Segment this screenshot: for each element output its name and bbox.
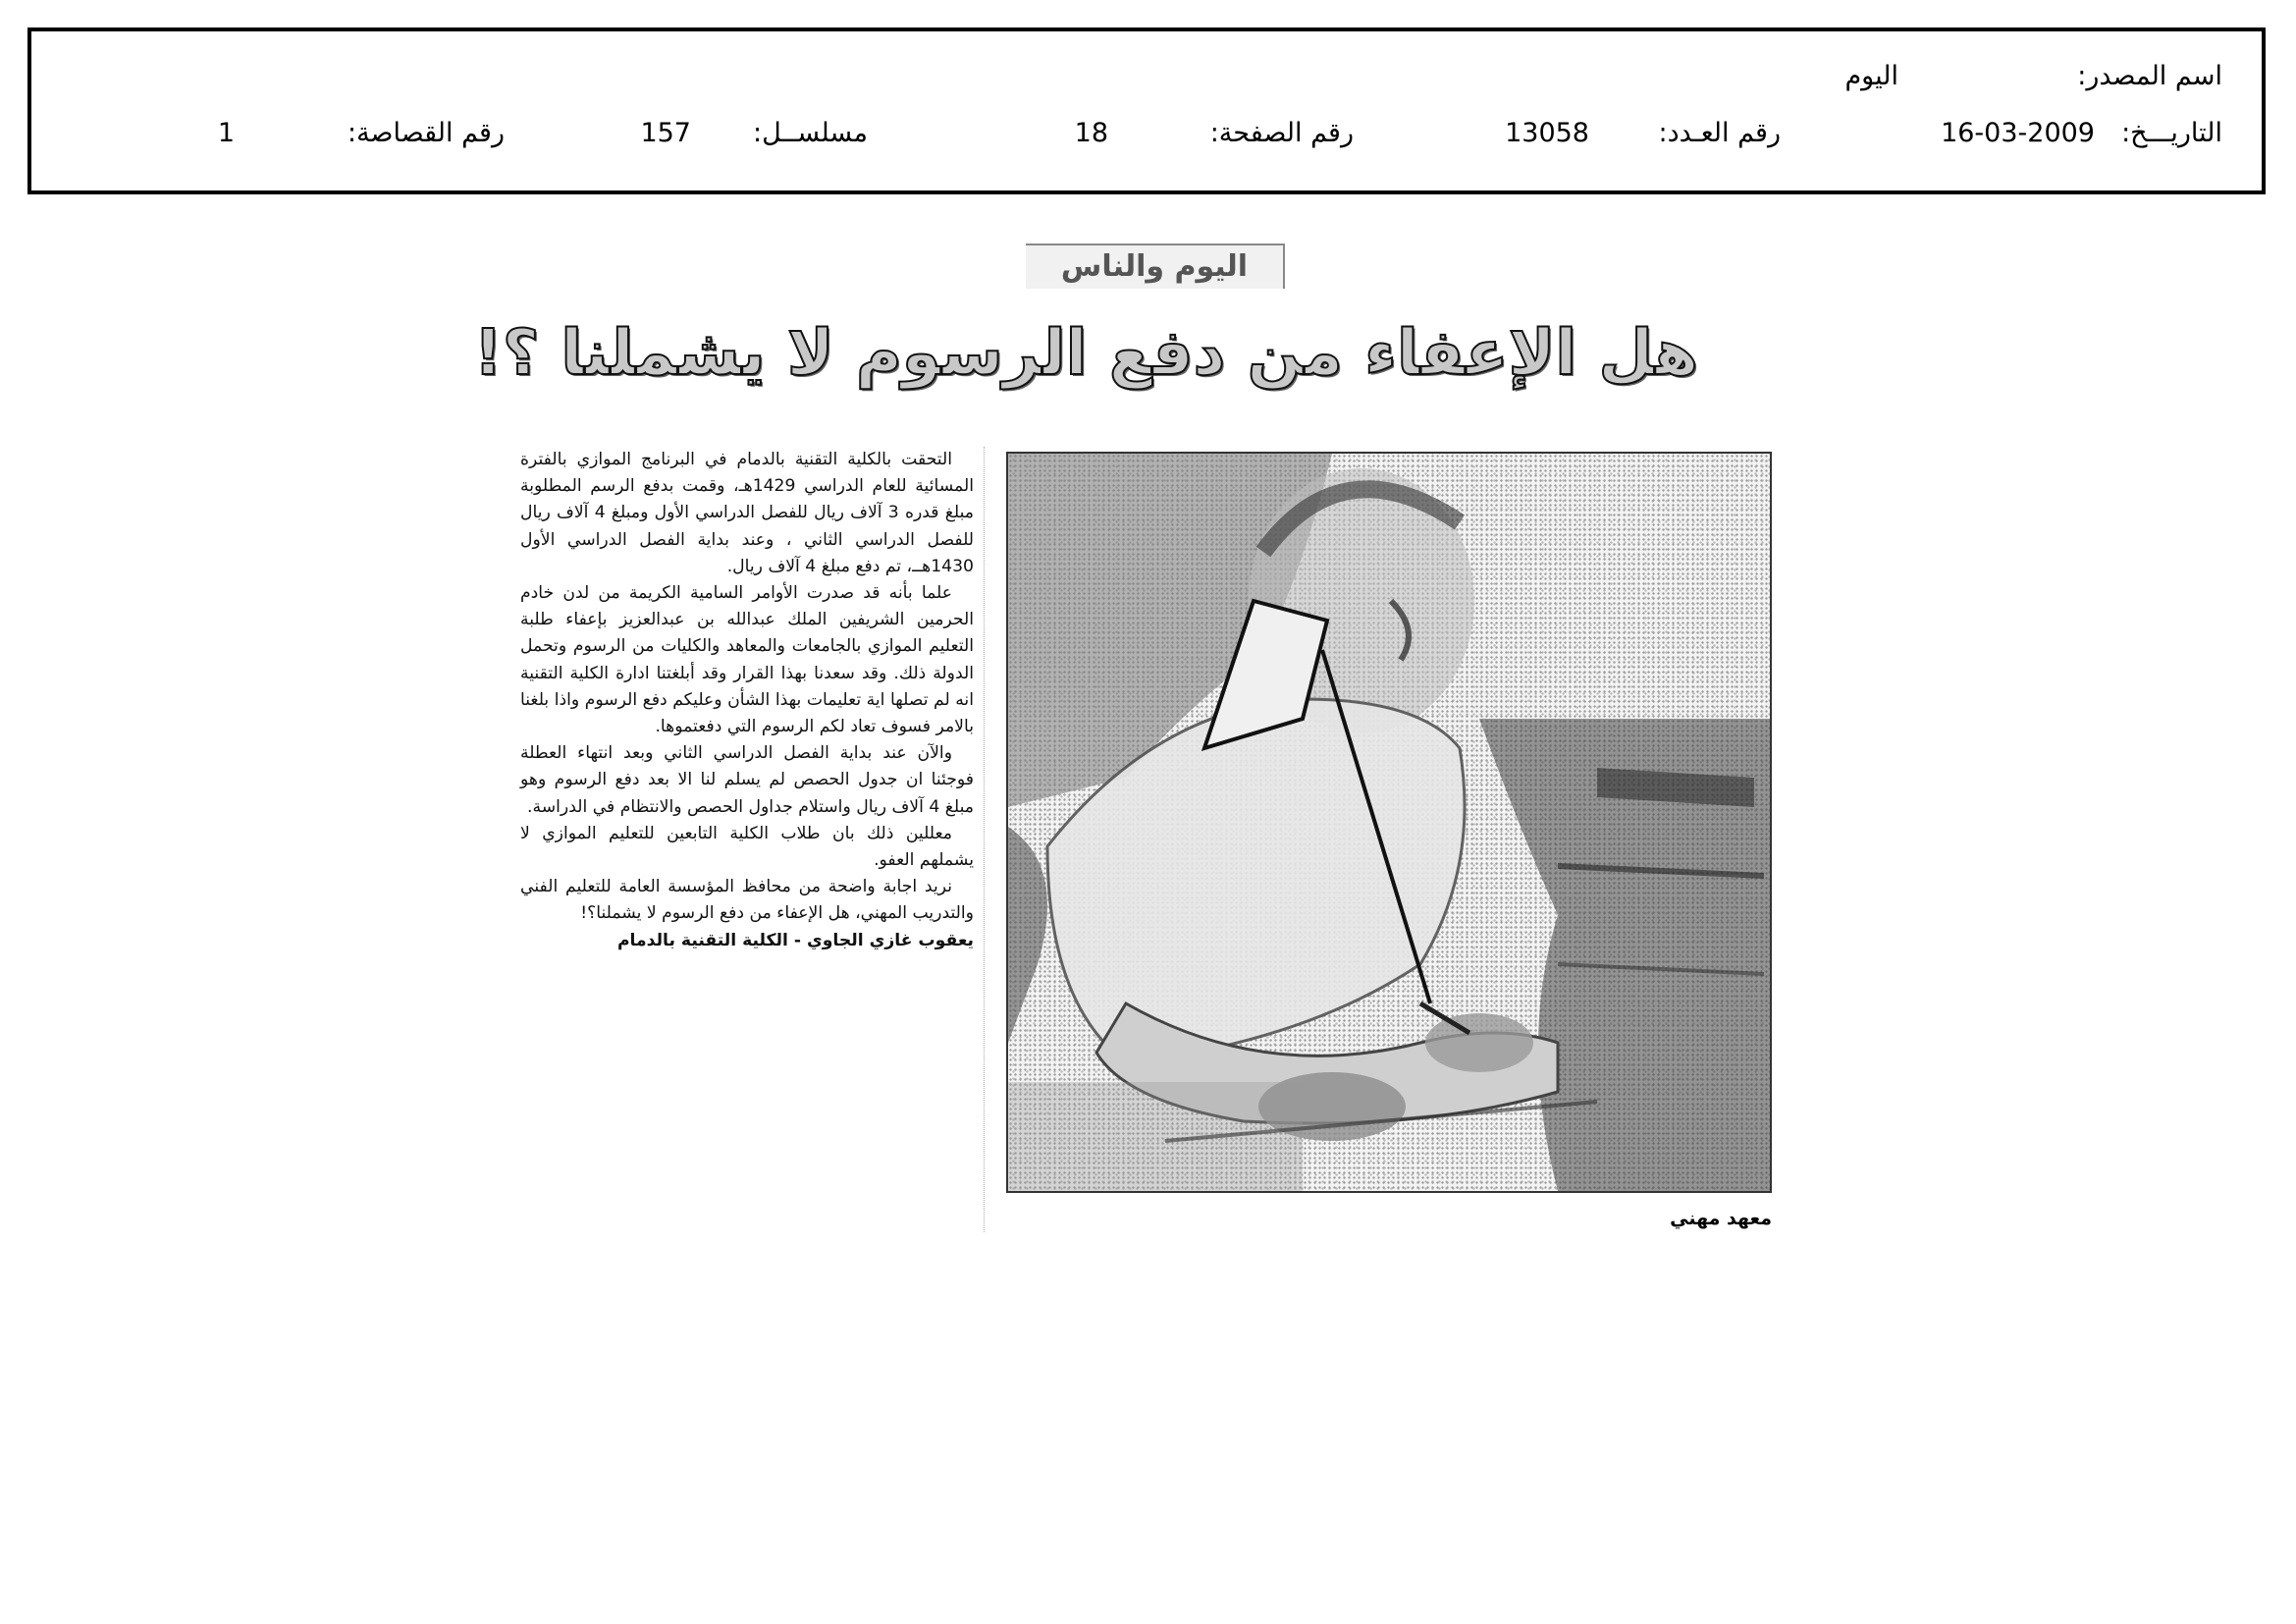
photo-illustration xyxy=(1008,454,1770,1191)
article-paragraph: علما بأنه قد صدرت الأوامر السامية الكريمة من لدن خادم الحرمين الشريفين الملك عبدالله بن عبدالعزيز بإعفاء طلبة التعليم الموازي بالجامعات والمعاهد والكليات من الرسوم وتحمل الدولة ذلك. وقد سعدنا بهذا القرار وقد أبلغتنا ادارة الكلية التقنية انه لم تصلها اية تعليمات بهذا الشأن وعليكم دفع الرسوم واذا بلغنا بالامر فسوف تعاد لكم الرسوم التي دفعتموها. xyxy=(520,583,974,737)
date-label: التاريـــخ: xyxy=(2121,118,2222,148)
clip-number-value: 1 xyxy=(217,118,235,148)
headline: هل الإعفاء من دفع الرسوم لا يشملنا ؟! xyxy=(473,317,1698,390)
source-label: اسم المصدر: xyxy=(2077,61,2222,91)
serial-label: مسلســل: xyxy=(753,118,868,148)
clip-number-label: رقم القصاصة: xyxy=(347,118,505,148)
article-paragraph: معللين ذلك بان طلاب الكلية التابعين للتعليم الموازي لا يشملهم العفو. xyxy=(520,823,974,871)
date-value: 16-03-2009 xyxy=(1941,118,2095,148)
clipping-header-box xyxy=(27,27,2266,194)
article-photo xyxy=(1006,452,1772,1193)
serial-value: 157 xyxy=(640,118,691,148)
column-divider xyxy=(984,447,985,1232)
issue-value: 13058 xyxy=(1505,118,1589,148)
page-number-label: رقم الصفحة: xyxy=(1209,118,1354,148)
page-number-value: 18 xyxy=(1074,118,1108,148)
article-paragraph: التحقت بالكلية التقنية بالدمام في البرنامج الموازي بالفترة المسائية للعام الدراسي 1429هـ، وقمت بدفع الرسم المطلوبة مبلغ قدره 3 آلاف ريال للفصل الدراسي الأول ومبلغ 4 آلاف ريال للفصل الدراسي الثاني ، وعند بداية الفصل الدراسي الأول 1430هــ، تم دفع مبلغ 4 آلاف ريال. xyxy=(520,450,975,576)
source-value: اليوم xyxy=(1844,61,1898,91)
issue-label: رقم العـدد: xyxy=(1658,118,1781,148)
article-signature: يعقوب غازي الجاوي - الكلية التقنية بالدمام xyxy=(616,930,974,950)
article-paragraph: والآن عند بداية الفصل الدراسي الثاني وبعد انتهاء العطلة فوجئنا ان جدول الحصص لم يسلم لنا الا بعد دفع الرسوم وهو مبلغ 4 آلاف ريال واستلام جداول الحصص والانتظام في الدراسة. xyxy=(520,743,974,817)
article-paragraph: نريد اجابة واضحة من محافظ المؤسسة العامة للتعليم الفني والتدريب المهني، هل الإعفاء من دفع الرسوم لا يشملنا؟! xyxy=(520,877,974,924)
article-body xyxy=(520,447,974,1232)
photo-caption: معهد مهني xyxy=(1670,1208,1772,1229)
section-tag: اليوم والناس xyxy=(1026,244,1285,289)
